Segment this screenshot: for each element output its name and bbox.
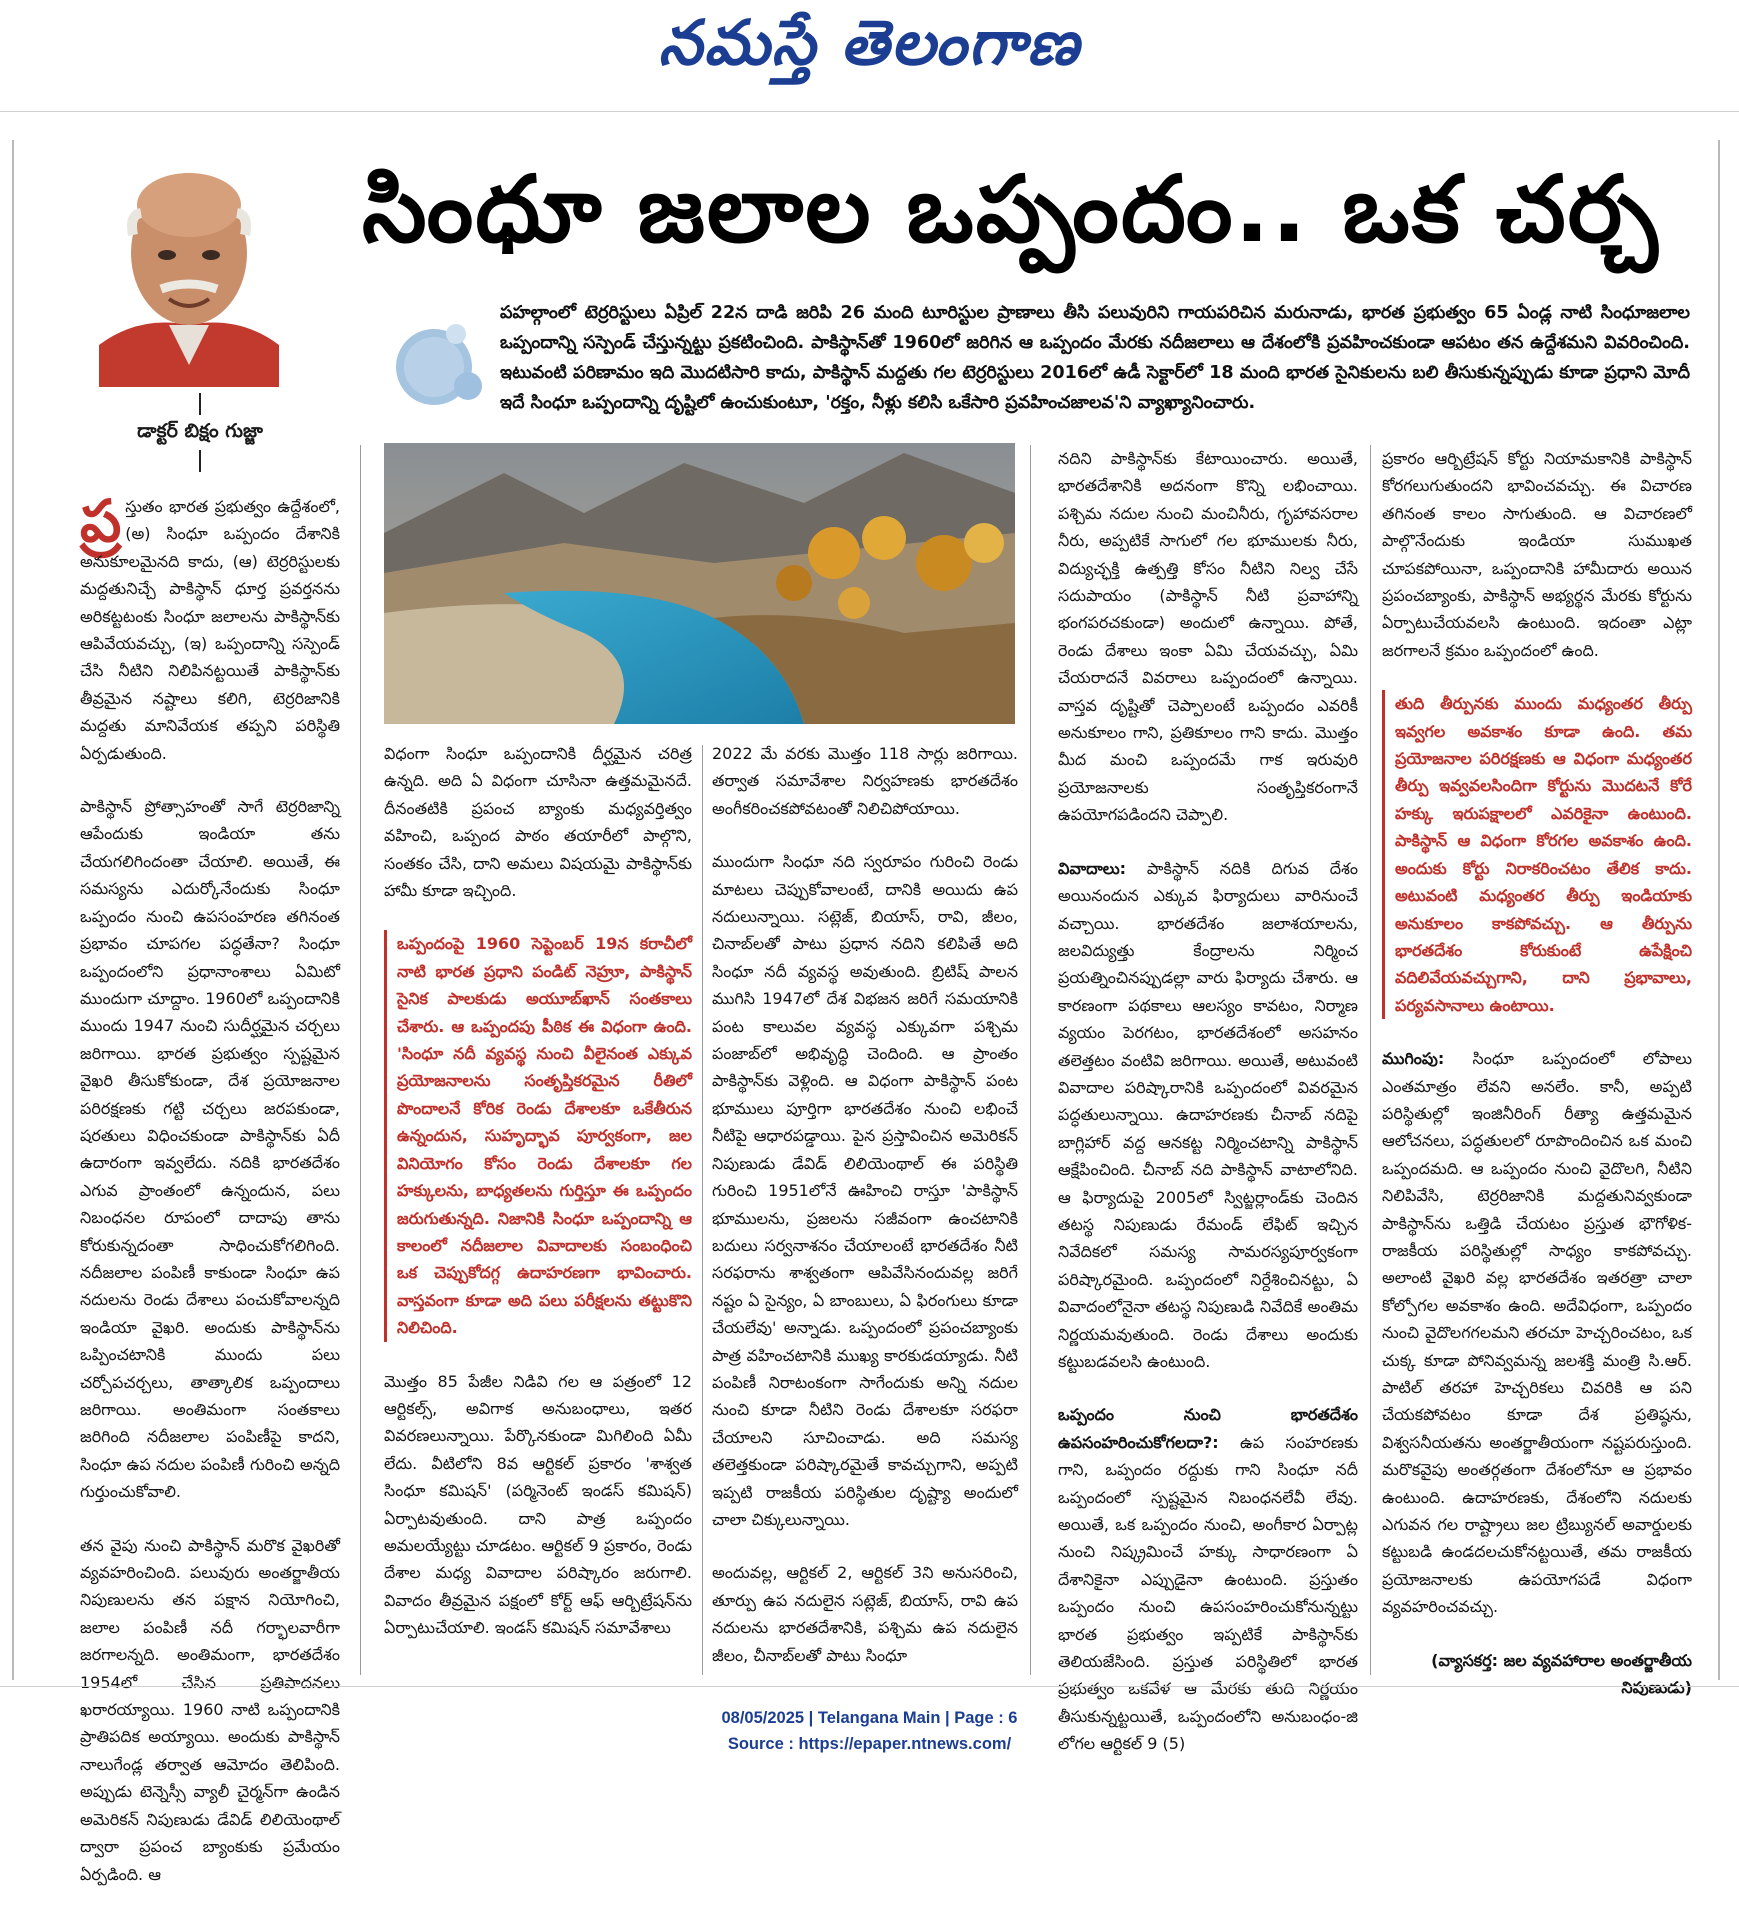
left-frame-rule bbox=[12, 140, 18, 1680]
column-4 bbox=[1058, 445, 1358, 1784]
source-link[interactable]: Source : https://epaper.ntnews.com/ bbox=[727, 1735, 1012, 1753]
subheading: ముగింపు: bbox=[1382, 1049, 1445, 1069]
paragraph: మొత్తం 85 పేజీల నిడివి గల ఆ పత్రంలో 12 ఆర్టికల్స్, అవిగాక అనుబంధాలు, ఇతర వివరణలున్నాయి. పేర్కొనకుండా మిగిలింది ఏమీ లేదు. వీటిలోని 8వ ఆర్టికల్ ప్రకారం 'శాశ్వత సింధూ కమిషన్' (పర్మినెంట్ ఇండస్ కమిషన్) ఏర్పాటవుతుంది. దాని పాత్ర ఒప్పందం అమలయ్యేట్టు చూడటం. ఆర్టికల్ 9 ప్రకారం, రెండు దేశాల మధ్య వివాదాల పరిష్కారం జరుగాలి. వివాదం తీవ్రమైన పక్షంలో కోర్ట్ ఆఫ్ ఆర్బిట్రేషన్‌ను ఏర్పాటుచేయాలి. ఇండస్ కమిషన్ సమావేశాలు bbox=[384, 1371, 692, 1638]
paragraph: విధంగా సింధూ ఒప్పందానికి దీర్ఘమైన చరిత్ర ఉన్నది. అది ఏ విధంగా చూసినా ఉత్తమమైనదే. దీనంతటికి ప్రపంచ బ్యాంకు మధ్యవర్తిత్వం వహించి, ఒప్పంద పాఠం తయారీలో పాల్గొని, సంతకం చేసి, దాని అమలు విషయమై పాకిస్థాన్‌కు హామీ కూడా ఇచ్చింది. bbox=[384, 744, 692, 901]
byline-rule bbox=[199, 393, 201, 415]
paragraph: ఉప సంహరణకు గాని, ఒప్పందం రద్దుకు గాని సింధూ నదీ ఒప్పందంలో స్పష్టమైన నిబంధనలేవీ లేవు. అయితే, ఒక ఒప్పందం నుంచి, అంగీకార ఏర్పాట్ల నుంచి నిష్క్రమించే హక్కు సాధారణంగా ఏ దేశానికైనా ఎప్పుడైనా ఉంటుంది. ప్రస్తుతం ఒప్పందం నుంచి ఉపసంహరించుకోనున్నట్టు భారత ప్రభుత్వం ఇప్పటికే పాకిస్థాన్‌కు తెలియజేసింది. ప్రస్తుత పరిస్థితిలో భారత ప్రభుత్వం ఒకవేళ ఆ మేరకు తుది నిర్ణయం తీసుకున్నట్టయితే, ఒప్పందంలోని అనుబంధం-జి లోగల ఆర్టికల్ 9 (5) bbox=[1058, 1432, 1358, 1754]
author-note: (వ్యాసకర్త: జల వ్యవహారాల అంతర్జాతీయ నిపుణుడు) bbox=[1431, 1650, 1692, 1698]
column-divider bbox=[1030, 445, 1031, 1675]
newspaper-logo: నమస్తే తెలంగాణ bbox=[658, 6, 1081, 79]
article-intro: పహల్గాంలో టెర్రరిస్టులు ఏప్రిల్ 22న దాడి జరిపి 26 మంది టూరిస్టుల ప్రాణాలు తీసి పలువురిని గాయపరిచిన మరునాడు, భారత ప్రభుత్వం 65 ఏండ్ల నాటి సింధూజలాల ఒప్పందాన్ని సస్పెండ్ చేస్తున్నట్టు ప్రకటించింది. పాకిస్థాన్‌తో 1960లో జరిగిన ఆ ఒప్పందం మేరకు నదీజలాలు ఆ దేశంలోకి ప్రవహించకుండా ఆపటం తన ఉద్దేశమని వివరించింది. ఇటువంటి పరిణామం ఇది మొదటిసారి కాదు, పాకిస్థాన్ మద్దతు గల టెర్రరిస్టులు 2016లో ఉడీ సెక్టార్‌లో 18 మంది భారత సైనికులను బలి తీసుకున్నప్పుడు కూడా ప్రధాని మోదీ ఇదే సింధూ ఒప్పందాన్ని దృష్టిలో ఉంచుకుంటూ, 'రక్తం, నీళ్లు కలిసి ఒకేసారి ప్రవహించజాలవ'ని వ్యాఖ్యానించారు. bbox=[500, 303, 1690, 413]
pull-quote bbox=[384, 930, 692, 1341]
paragraph: 2022 మే వరకు మొత్తం 118 సార్లు జరిగాయి. తర్వాత సమావేశాల నిర్వహణకు భారతదేశం అంగీకరించకపోవటంతో నిలిచిపోయాయి. bbox=[712, 744, 1018, 818]
river-photo bbox=[384, 443, 1015, 724]
column-1 bbox=[80, 487, 340, 1914]
article-headline: సింధూ జలాల ఒప్పందం.. ఒక చర్చ bbox=[362, 156, 1660, 263]
masthead bbox=[0, 0, 1739, 112]
pull-quote-text: ఒప్పందంపై 1960 సెప్టెంబర్ 19న కరాచీలో నాటి భారత ప్రధాని పండిట్ నెహ్రూ, పాకిస్థాన్ సైనిక పాలకుడు అయూబ్‌ఖాన్ సంతకాలు చేశారు. ఆ ఒప్పందపు పీఠిక ఈ విధంగా ఉంది. 'సింధూ నదీ వ్యవస్థ నుంచి వీలైనంత ఎక్కువ ప్రయోజనాలను సంతృప్తికరమైన రీతిలో పొందాలనే కోరిక రెండు దేశాలకూ ఒకేతీరున ఉన్నందున, సుహృద్భావ పూర్వకంగా, జల వినియోగం కోసం రెండు దేశాలకూ గల హక్కులను, బాధ్యతలను గుర్తిస్తూ ఈ ఒప్పందం జరుగుతున్నది. నిజానికి సింధూ ఒప్పందాన్ని ఆ కాలంలో నదీజలాల వివాదాలకు సంబంధించి ఒక చెప్పుకోదగ్గ ఉదాహరణగా భావించారు. వాస్తవంగా కూడా అది పలు పరీక్షలను తట్టుకొని నిలిచింది. bbox=[397, 934, 692, 1338]
column-5 bbox=[1382, 445, 1692, 1727]
right-frame-rule bbox=[1718, 140, 1720, 1680]
pull-quote bbox=[1382, 690, 1692, 1019]
subheading: ఒప్పందం నుంచి భారతదేశం ఉపసంహరించుకోగలదా?: bbox=[1058, 1405, 1358, 1452]
paragraph: పాకిస్థాన్ నదికి దిగువ దేశం అయినందున ఎక్కువ ఫిర్యాదులు వారినుంచే వచ్చాయి. భారతదేశం జలాశయాలను, జలవిద్యుత్తు కేంద్రాలను నిర్మించ ప్రయత్నించినప్పుడల్లా వారు ఫిర్యాదు చేశారు. ఆ కారణంగా పథకాలు ఆలస్యం కావటం, నిర్మాణ వ్యయం పెరగటం, భారతదేశంలో అసహనం తలెత్తటం వంటివి జరిగాయి. అయితే, అటువంటి వివాదాల పరిష్కారానికి ఒప్పందంలో వివరమైన పద్ధతులున్నాయి. ఉదాహరణకు చీనాబ్ నదిపై బాగ్లిహార్ వద్ద ఆనకట్ట నిర్మించటాన్ని పాకిస్థాన్ ఆక్షేపించింది. చీనాబ్ నది పాకిస్థాన్ వాటాలోనిది. ఆ ఫిర్యాదుపై 2005లో స్విట్జర్లాండ్‌కు చెందిన తటస్థ నిపుణుడు రేమండ్ లేఫిట్ ఇచ్చిన నివేదికలో సమస్య సామరస్యపూర్వకంగా పరిష్కారమైంది. ఒప్పందంలో నిర్దేశించినట్టు, ఏ వివాదంలోనైనా తటస్థ నిపుణుడి నివేదికే అంతిమ నిర్ణయమవుతుంది. రెండు దేశాలు అందుకు కట్టుబడవలసి ఉంటుంది. bbox=[1058, 858, 1358, 1371]
paragraph: స్తుతం భారత ప్రభుత్వం ఉద్దేశంలో, (అ) సింధూ ఒప్పందం దేశానికి అనుకూలమైనది కాదు, (ఆ) టెర్రరిస్టులకు మద్దతునిచ్చే పాకిస్థాన్ ధూర్త ప్రవర్తనను అరికట్టటంకు సింధూ జలాలను పాకిస్థాన్‌కు ఆపివేయవచ్చు, (ఇ) ఒప్పందాన్ని సస్పెండ్ చేసి నీటిని నిలిపినట్టయితే పాకిస్థాన్‌కు తీవ్రమైన నష్టాలు కలిగి, టెర్రరిజానికి మద్దతు మానివేయక తప్పని పరిస్థితి ఏర్పడుతుంది. bbox=[80, 497, 340, 763]
author-byline: డాక్టర్ బిక్షం గుజ్జా bbox=[137, 420, 263, 442]
author-photo bbox=[99, 155, 279, 387]
byline-rule bbox=[199, 450, 201, 472]
paragraph: ముందుగా సింధూ నది స్వరూపం గురించి రెండు మాటలు చెప్పుకోవాలంటే, దానికి అయిదు ఉప నదులున్నాయి. సట్లెజ్, బియాస్, రావి, జీలం, చినాబ్‌లతో పాటు ప్రధాన నదిని కలిపితే అది సింధూ నదీ వ్యవస్థ అవుతుంది. బ్రిటిష్ పాలన ముగిసి 1947లో దేశ విభజన జరిగే సమయానికి పంట కాలువల వ్యవస్థ ఎక్కువగా పశ్చిమ పంజాబ్‌లో అభివృద్ధి చెందింది. ఆ ప్రాంతం పాకిస్థాన్‌కు వెళ్లింది. ఆ విధంగా పాకిస్థాన్ పంట భూములు పూర్తిగా భారతదేశం నుంచి లభించే నీటిపై ఆధారపడ్డాయి. పైన ప్రస్తావించిన అమెరికన్ నిపుణుడు డేవిడ్ లిలియెంథాల్ ఈ పరిస్థితి గురించి 1951లోనే ఊహించి రాస్తూ 'పాకిస్థాన్ భూములను, ప్రజలను సజీవంగా ఉంచటానికి బదులు సర్వనాశనం చేయాలంటే భారతదేశం నీటి సరఫరాను శాశ్వతంగా ఆపివేసినందువల్ల జరిగే నష్టం ఏ సైన్యం, ఏ బాంబులు, ఏ ఫిరంగులు కూడా చేయలేవు' అన్నాడు. ఒప్పందంలో ప్రపంచబ్యాంకు పాత్ర వహించటానికి ముఖ్య కారకుడయ్యాడు. నీటి పంపిణీ నిరాటంకంగా సాగేందుకు అన్ని నదుల నుంచి కూడా నీటిని రెండు దేశాలకూ సరఫరా చేయాలని సూచించాడు. అది సమస్య తలెత్తకుండా పరిష్కారమైతే కావచ్చుగాని, అప్పటి ఇప్పటి రాజకీయ పరిస్థితుల దృష్ట్యా అందులో చాలా చిక్కులున్నాయి. bbox=[712, 852, 1018, 1529]
paragraph: అందువల్ల, ఆర్టికల్ 2, ఆర్టికల్ 3ని అనుసరించి, తూర్పు ఉప నదులైన సట్లెజ్, బియాస్, రావి ఉప నదులను భారతదేశానికి, పశ్చిమ ఉప నదులైన జీలం, చీనాబ్‌లతో పాటు సింధూ bbox=[712, 1563, 1018, 1665]
page-footer bbox=[0, 1705, 1739, 1757]
bottom-rule bbox=[0, 1686, 1739, 1687]
edition-info: 08/05/2025 | Telangana Main | Page : 6 bbox=[721, 1709, 1018, 1727]
column-divider bbox=[1370, 445, 1371, 1675]
column-divider bbox=[360, 445, 361, 1675]
paragraph: సింధూ ఒప్పందంలో లోపాలు ఎంతమాత్రం లేవని అనలేం. కానీ, అప్పటి పరిస్థితుల్లో ఇంజినీరింగ్ రీత్యా ఉత్తమమైన ఆలోచనలు, పద్ధతులలో రూపొందించిన ఒక మంచి ఒప్పందమది. ఆ ఒప్పందం నుంచి వైదొలగి, నీటిని నిలిపివేసి, టెర్రరిజానికి మద్దతునివ్వకుండా పాకిస్థాన్‌ను ఒత్తిడి చేయటం ప్రస్తుత భౌగోళిక-రాజకీయ పరిస్థితుల్లో సాధ్యం కాకపోవచ్చు. అలాంటి వైఖరి వల్ల భారతదేశం ఇతరత్రా చాలా కోల్పోగల అవకాశం ఉంది. అదేవిధంగా, ఒప్పందం నుంచి వైదొలగగలమని తరచూ హెచ్చరించటం, ఒక చుక్క కూడా పోనివ్వమన్న జలశక్తి మంత్రి సి.ఆర్. పాటిల్ తరహా హెచ్చరికలు చివరికి ఆ పని చేయకపోవటం కూడా దేశ ప్రతిష్ఠను, విశ్వసనీయతను అంతర్జాతీయంగా నష్టపరుస్తుంది. మరొకవైపు అంతర్గతంగా దేశంలోనూ ఆ ప్రభావం ఉంటుంది. ఉదాహరణకు, దేశంలోని నదులకు ఎగువన గల రాష్ట్రాలు జల ట్రిబ్యునల్ అవార్డులకు కట్టుబడి ఉండదలచుకోనట్టయితే, తమ రాజకీయ ప్రయోజనాలకు ఉపయోగపడే విధంగా వ్యవహరించవచ్చు. bbox=[1382, 1049, 1692, 1617]
paragraph: నదిని పాకిస్థాన్‌కు కేటాయించారు. అయితే, భారతదేశానికి అదనంగా కొన్ని లభించాయి. పశ్చిమ నదుల నుంచి మంచినీరు, గృహావసరాల నీరు, అప్పటికే సాగులో గల భూములకు నీరు, విద్యుచ్ఛక్తి ఉత్పత్తి కోసం నీటిని నిల్వ చేసే సదుపాయం (పాకిస్థాన్ నీటి ప్రవాహాన్ని భంగపరచకుండా) అందులో ఉన్నాయి. పోతే, రెండు దేశాలు ఇంకా ఏమి చేయవచ్చు, ఏమి చేయరాదనే వివరాలు ఒప్పందంలో ఉన్నాయి. వాస్తవ దృష్టితో చెప్పాలంటే ఒప్పందం ఎవరికీ అనుకూలం గాని, ప్రతికూలం గాని కాదు. మొత్తం మీద మంచి ఒప్పందమే గాక ఇరువురి ప్రయోజనాలకు సంతృప్తికరంగానే ఉపయోగపడిందని చెప్పాలి. bbox=[1058, 449, 1358, 825]
column-divider bbox=[702, 745, 703, 1675]
column-3 bbox=[712, 740, 1018, 1695]
paragraph: పాకిస్థాన్ ప్రోత్సాహంతో సాగే టెర్రరిజాన్ని ఆపేందుకు ఇండియా తను చేయగలిగిందంతా చేయాలి. అయితే, ఈ సమస్యను ఎదుర్కోనేందుకు సింధూ ఒప్పందం నుంచి ఉపసంహరణ తగినంత ప్రభావం చూపగల పద్ధతేనా? సింధూ ఒప్పందంలోని ప్రధానాంశాలు ఏమిటో ముందుగా చూద్దాం. 1960లో ఒప్పందానికి ముందు 1947 నుంచి సుదీర్ఘమైన చర్చలు జరిగాయి. భారత ప్రభుత్వం స్పష్టమైన వైఖరి తీసుకోకుండా, దేశ ప్రయోజనాల పరిరక్షణకు గట్టి చర్చలు జరపకుండా, షరతులు విధించకుండా పాకిస్థాన్‌కు ఏదీ ఉదారంగా ఇవ్వలేదు. నదికి భారతదేశం ఎగువ ప్రాంతంలో ఉన్నందున, పలు నిబంధనల రూపంలో దాదాపు తాను కోరుకున్నదంతా సాధించుకోగలిగింది. నదీజలాల పంపిణీ కాకుండా సింధూ ఉప నదులను రెండు దేశాలు పంచుకోవాలన్నది ఇండియా వైఖరి. అందుకు పాకిస్థాన్‌ను ఒప్పించటానికి ముందు పలు చర్చోపచర్చలు, తాత్కాలిక ఒప్పందాలు జరిగాయి. అంతిమంగా సంతకాలు జరిగింది నదీజలాల పంపిణీపై కాదని, సింధూ ఉప నదుల పంపిణీ గురించి అన్నది గుర్తుంచుకోవాలి. bbox=[80, 797, 340, 1502]
subheading: వివాదాలు: bbox=[1058, 858, 1127, 878]
bubble-decoration bbox=[386, 312, 496, 412]
pull-quote-text: తుది తీర్పునకు ముందు మధ్యంతర తీర్పు ఇవ్వగల అవకాశం కూడా ఉంది. తమ ప్రయోజనాల పరిరక్షణకు ఆ విధంగా మధ్యంతర తీర్పు ఇవ్వవలసిందిగా కోర్టును మొదటనే కోరే హక్కు ఇరుపక్షాలలో ఎవరికైనా ఉంటుంది. పాకిస్థాన్ ఆ విధంగా కోరగల అవకాశం ఉంది. అందుకు కోర్టు నిరాకరించటం తేలిక కాదు. అటువంటి మధ్యంతర తీర్పు ఇండియాకు అనుకూలం కాకపోవచ్చు. ఆ తీర్పును భారతదేశం కోరుకుంటే ఉపేక్షించి వదిలివేయవచ్చుగాని, దాని ప్రభావాలు, పర్యవసానాలు ఉంటాయి. bbox=[1395, 694, 1692, 1015]
paragraph: తన వైపు నుంచి పాకిస్థాన్ మరొక వైఖరితో వ్యవహరించింది. పలువురు అంతర్జాతీయ నిపుణులను తన పక్షాన నియోగించి, జలాల పంపిణీ నదీ గర్భాలవారీగా జరగాలన్నది. అంతిమంగా, భారతదేశం 1954లో చేసిన ప్రతిపాదనలు ఖరారయ్యాయి. 1960 నాటి ఒప్పందానికి ప్రాతిపదిక అయ్యాయి. అందుకు పాకిస్థాన్ నాలుగేండ్ల తర్వాత ఆమోదం తెలిపింది. అప్పుడు టెన్నెస్సీ వ్యాలీ చైర్మన్‌గా ఉండిన అమెరికన్ నిపుణుడు డేవిడ్ లిలియెంథాల్ ద్వారా ప్రపంచ బ్యాంకుకు ప్రమేయం ఏర్పడింది. ఆ bbox=[80, 1535, 340, 1884]
column-2 bbox=[384, 740, 692, 1668]
drop-cap: ప్ర bbox=[80, 487, 122, 555]
paragraph: ప్రకారం ఆర్బిట్రేషన్ కోర్టు నియామకానికి పాకిస్థాన్ కోరగలుగుతుందని భావించవచ్చు. ఈ విచారణ తగినంత కాలం సాగుతుంది. ఆ విచారణలో పాల్గొనేందుకు ఇండియా సుముఖత చూపకపోయినా, ఒప్పందానికి హామీదారు అయిన ప్రపంచబ్యాంకు, పాకిస్థాన్ అభ్యర్థన మేరకు కోర్టును ఏర్పాటుచేయవలసి ఉంటుంది. ఇదంతా ఎట్లా జరగాలనే క్రమం ఒప్పందంలో ఉంది. bbox=[1382, 449, 1692, 660]
